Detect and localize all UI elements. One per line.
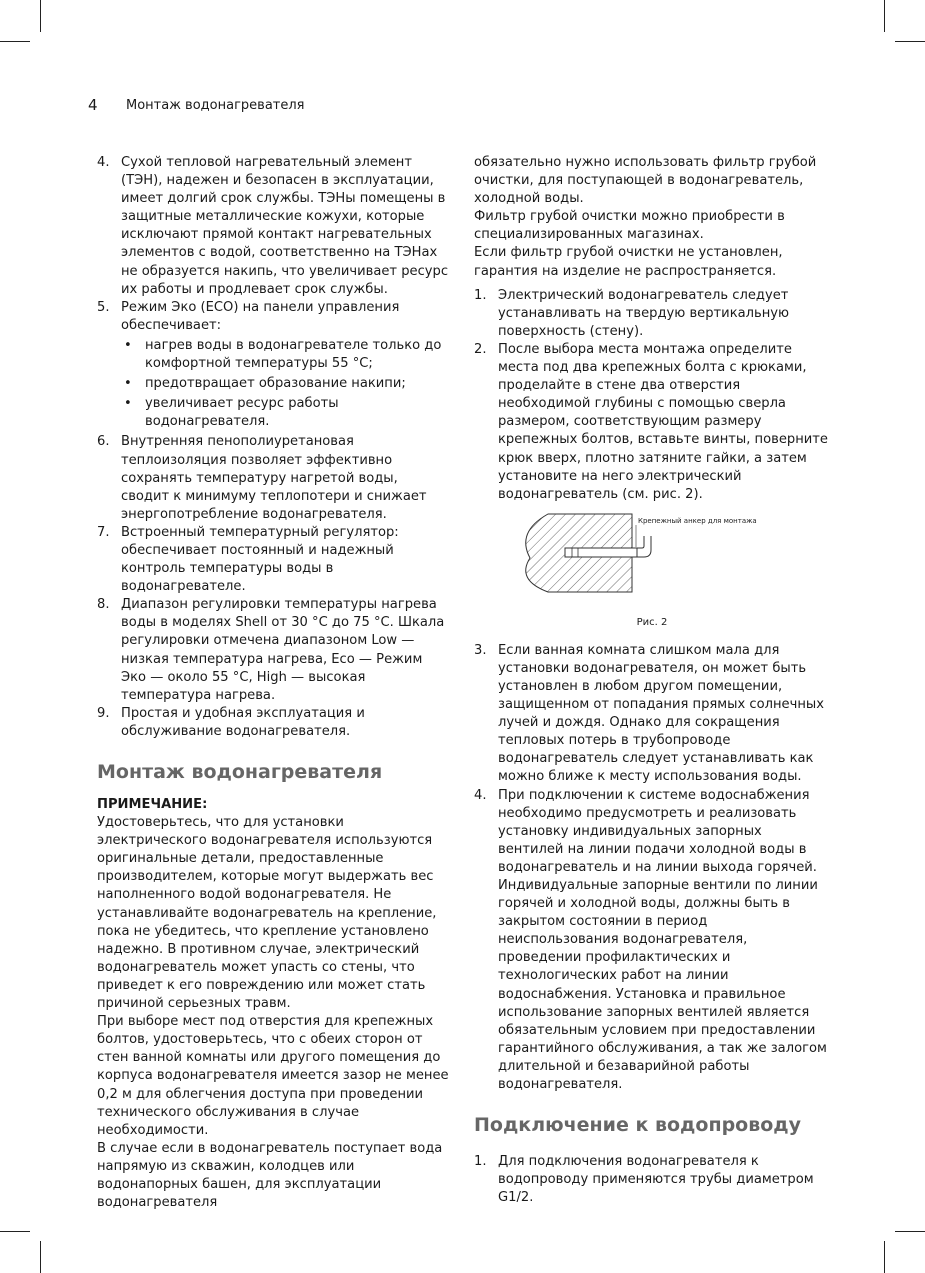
bullet-icon: • xyxy=(124,376,132,392)
anchor-hook-inner xyxy=(637,536,644,548)
list-item-text: Электрический водонагреватель следует устанавливать на твердую вертикальную поверхность (стену). xyxy=(498,287,790,339)
note-label: ПРИМЕЧАНИЕ: xyxy=(97,797,208,812)
crop-mark xyxy=(0,41,30,42)
list-item xyxy=(97,299,449,432)
list-item xyxy=(474,642,830,787)
running-header-title: Монтаж водонагревателя xyxy=(126,98,305,113)
list-item-text: Для подключения водонагревателя к водопроводу применяются трубы диаметром G1/2. xyxy=(498,1154,814,1206)
list-number: 7. xyxy=(97,524,110,540)
list-item-text: Сухой тепловой нагревательный элемент (ТЭН), надежен и безопасен в эксплуатации, имеет долгий срок службы. ТЭНы помещены в защитные металлические кожухи, которые исключают прямой контакт нагревательных элементов с водой, соответственно на ТЭНах не образуется накипь, что увеличивает ресурс их работы и продлевает срок службы. xyxy=(121,155,449,297)
list-number: 2. xyxy=(474,341,487,357)
paragraph: обязательно нужно использовать фильтр грубой очистки, для поступающей в водонагреватель, холодной воды. xyxy=(474,155,817,207)
figure-label: Крепежный анкер для монтажа xyxy=(638,516,757,525)
list-item-text: Простая и удобная эксплуатация и обслуживание водонагревателя. xyxy=(121,705,365,739)
crop-mark xyxy=(895,1231,925,1232)
list-number: 9. xyxy=(97,705,110,721)
list-item-text: Встроенный температурный регулятор: обеспечивает постоянный и надежный контроль температуры воды в водонагревателе. xyxy=(121,524,399,595)
paragraph: В случае если в водонагреватель поступает вода напрямую из скважин, колодцев или водонапорных башен, для эксплуатации водонагревателя xyxy=(97,1140,443,1211)
figure-caption: Рис. 2 xyxy=(636,616,668,628)
list-item-text: Диапазон регулировки температуры нагрева воды в моделях Shell от 30 °С до 75 °С. Шкала регулировки отмечена диапазоном Low — низкая температура нагрева, Eco — Режим Эко — около 55 °С, High — высокая температура нагрева. xyxy=(121,597,445,703)
crop-mark xyxy=(0,1231,30,1232)
crop-mark xyxy=(40,1241,41,1273)
bullet-icon: • xyxy=(124,337,132,353)
list-item xyxy=(474,787,830,1095)
right-column xyxy=(474,154,830,1207)
bullet-text: предотвращает образование накипи; xyxy=(145,376,406,392)
list-item xyxy=(97,705,449,741)
paragraph: Если фильтр грубой очистки не установлен, гарантия на изделие не распространяется. xyxy=(474,245,783,279)
bullet-text: увеличивает ресурс работы водонагревателя. xyxy=(145,396,339,430)
plumbing-list xyxy=(474,1153,830,1207)
list-item-text: Внутренняя пенополиуретановая теплоизоляция позволяет эффективно сохранять температуру нагретой воды, сводит к минимуму теплопотери и снижает энергопотребление водонагревателя. xyxy=(121,434,427,522)
list-number: 1. xyxy=(474,287,487,303)
crop-mark xyxy=(884,0,885,32)
anchor-bolt xyxy=(565,548,637,557)
list-item xyxy=(474,287,830,341)
bullet-item xyxy=(121,337,449,373)
crop-mark xyxy=(884,1241,885,1273)
list-item-text: Если ванная комната слишком мала для установки водонагревателя, он может быть установлен в любом другом помещении, защищенном от попадания прямых солнечных лучей и дождя. Однако для сокращения тепловых потерь в трубопроводе водонагреватель следует устанавливать как можно ближе к месту использования воды. xyxy=(498,642,824,785)
left-column xyxy=(97,154,449,1212)
paragraph: Удостоверьтесь, что для установки электрического водонагревателя используются оригинальные детали, предоставленные производителем, которые могут выдержать вес наполненного водой водонагревателя. Не устанавливайте водонагреватель на крепление, пока не убедитесь, что крепление установлено надежно. В противном случае, электрический водонагреватель может упасть со стены, что приведет к его повреждению или может стать причиной серьезных травм. xyxy=(97,815,437,1012)
list-item xyxy=(97,154,449,299)
list-number: 4. xyxy=(97,155,110,170)
crop-mark xyxy=(895,41,925,42)
anchor-diagram xyxy=(510,510,790,610)
bullet-item xyxy=(121,395,449,431)
list-item xyxy=(97,433,449,523)
figure-2 xyxy=(474,510,830,636)
list-item-text: После выбора места монтажа определите места под два крепежных болта с крюками, проделайте в стене два отверстия необходимой глубины с помощью сверла размером, соответствующим размеру крепежных болтов, вставьте винты, поверните крюк вверх, плотно затяните гайки, а затем установите на него электрический водонагреватель (см. рис. 2). xyxy=(498,341,828,502)
installation-list-continued xyxy=(474,642,830,1094)
installation-list xyxy=(474,287,830,504)
list-number: 5. xyxy=(97,299,110,315)
eco-bullet-list xyxy=(121,337,449,431)
bullet-icon: • xyxy=(124,396,132,412)
list-number: 6. xyxy=(97,434,110,450)
list-item-text: Режим Эко (ECO) на панели управления обеспечивает: xyxy=(121,299,400,333)
feature-list xyxy=(97,154,449,741)
list-item xyxy=(97,596,449,705)
section-heading: Подключение к водопроводу xyxy=(474,1114,802,1137)
list-number: 3. xyxy=(474,642,487,658)
paragraph: При выборе мест под отверстия для крепежных болтов, удостоверьтесь, что с обеих сторон от стен ванной комнаты или другого помещения до корпуса водонагревателя имеется зазор не менее 0,2 м для облегчения доступа при проведении технического обслуживания в случае необходимости. xyxy=(97,1014,449,1138)
list-item-text: При подключении к системе водоснабжения необходимо предусмотреть и реализовать установку индивидуальных запорных вентилей на линии подачи холодной воды в водонагреватель и на линии выхода горячей. Индивидуальные запорные вентили по линии горячей и холодной воды, должны быть в закрытом состоянии в период неиспользования водонагревателя, проведении профилактических и технологических работ на линии водоснабжения. Установка и правильное использование запорных вентилей является обязательным условием при предоставлении гарантийного обслуживания, а так же залогом длительной и безаварийной работы водонагревателя. xyxy=(498,787,827,1093)
list-item xyxy=(474,341,830,504)
list-item xyxy=(97,524,449,596)
crop-mark xyxy=(40,0,41,32)
bullet-text: нагрев воды в водонагревателе только до комфортной температуры 55 °С; xyxy=(145,337,442,372)
bullet-item xyxy=(121,375,449,393)
list-number: 4. xyxy=(474,787,487,803)
list-number: 8. xyxy=(97,597,110,613)
section-heading: Монтаж водонагревателя xyxy=(97,761,383,783)
list-number: 1. xyxy=(474,1154,487,1170)
list-item xyxy=(474,1153,830,1207)
page-number: 4 xyxy=(88,96,98,114)
paragraph: Фильтр грубой очистки можно приобрести в специализированных магазинах. xyxy=(474,209,785,243)
